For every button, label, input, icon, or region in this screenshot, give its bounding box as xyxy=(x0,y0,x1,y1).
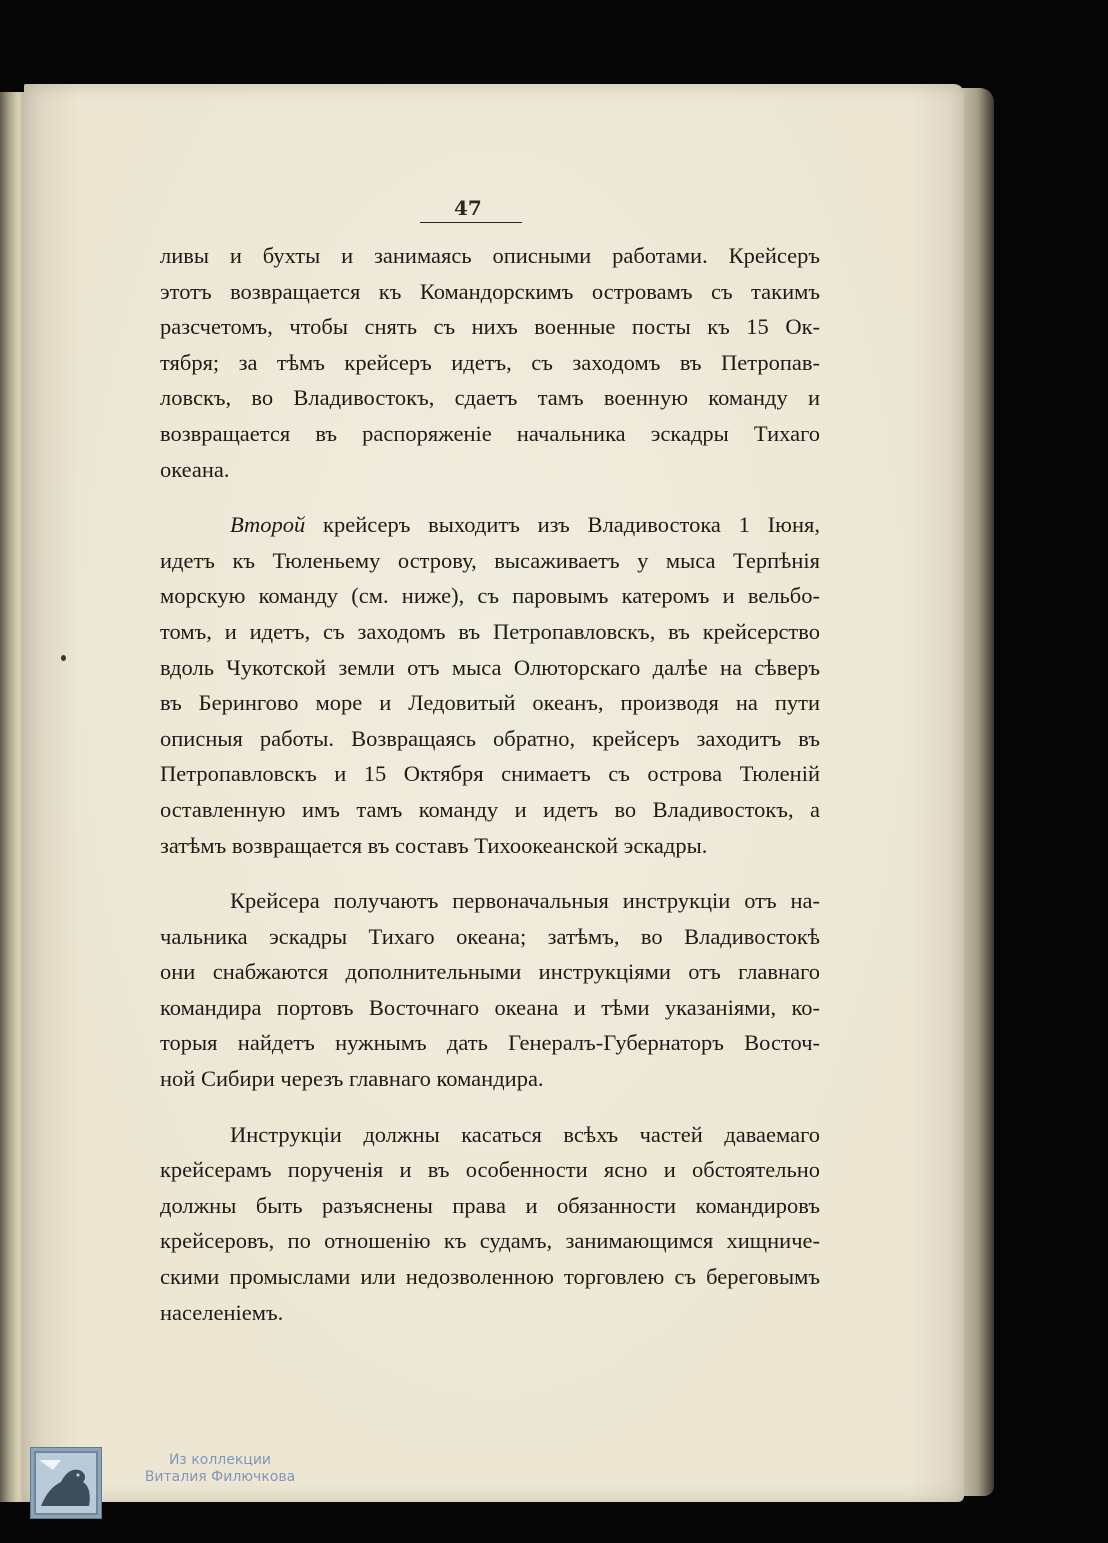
left-page-edge xyxy=(0,92,27,1502)
paragraph-gap xyxy=(160,1097,820,1117)
text-line: должны быть разъяснены права и обязанности командировъ xyxy=(160,1192,820,1218)
page-number: 47 xyxy=(454,196,482,220)
text-line: оставленную имъ тамъ команду и идетъ во Владивостокъ, а xyxy=(160,796,820,822)
text-line: описныя работы. Возвращаясь обратно, крейсеръ заходитъ въ xyxy=(160,725,820,751)
text-line: затѣмъ возвращается въ составъ Тихоокеанской эскадры. xyxy=(160,832,708,858)
paragraph-gap xyxy=(160,863,820,883)
paragraph-3 xyxy=(160,883,820,1097)
text-line: въ Берингово море и Ледовитый океанъ, производя на пути xyxy=(160,690,820,716)
italic-lead-word: Второй xyxy=(230,512,306,538)
body-text xyxy=(160,238,820,1330)
seal-silhouette-icon xyxy=(31,1448,101,1518)
text-line: ной Сибири черезъ главнаго командира. xyxy=(160,1066,544,1092)
text-line: этотъ возвращается къ Командорскимъ островамъ съ такимъ xyxy=(160,278,820,304)
watermark-line: Из коллекции xyxy=(168,1452,272,1468)
collection-watermark xyxy=(140,1452,300,1486)
text-line: скими промыслами или недозволенною торговлею съ береговымъ xyxy=(160,1264,820,1290)
paragraph-2 xyxy=(160,507,820,863)
collection-logo xyxy=(30,1447,102,1519)
text-line: торыя найдетъ нужнымъ дать Генералъ-Губернаторъ Восточ- xyxy=(160,1030,820,1056)
text-line: чальника эскадры Тихаго океана; затѣмъ, во Владивостокѣ xyxy=(160,923,820,949)
text-line: ливы и бухты и занимаясь описными работами. Крейсеръ xyxy=(160,243,820,268)
text-line: они снабжаются дополнительными инструкціями отъ главнаго xyxy=(160,959,820,985)
text-line: вдоль Чукотской земли отъ мыса Олюторскаго далѣе на сѣверъ xyxy=(160,654,820,680)
text-line: разсчетомъ, чтобы снять съ нихъ военные посты къ 15 Ок- xyxy=(160,314,820,340)
text-line: Инструкціи должны касаться всѣхъ частей даваемаго xyxy=(230,1121,820,1147)
text-span: крейсеръ выходитъ изъ Владивостока 1 Іюня, xyxy=(305,512,820,538)
text-line: Петропавловскъ и 15 Октября снимаетъ съ острова Тюленій xyxy=(160,761,820,787)
text-line: Крейсера получаютъ первоначальныя инструкціи отъ на- xyxy=(230,888,820,914)
paragraph-4 xyxy=(160,1117,820,1331)
text-line: томъ, и идетъ, съ заходомъ въ Петропавловскъ, въ крейсерство xyxy=(160,618,820,644)
text-line: идетъ къ Тюленьему острову, высаживаетъ у мыса Терпѣнія xyxy=(160,547,820,573)
text-line: океана. xyxy=(160,456,230,482)
text-line: тября; за тѣмъ крейсеръ идетъ, съ заходомъ въ Петропав- xyxy=(160,349,820,375)
paragraph-1 xyxy=(160,238,820,487)
text-line: морскую команду (см. ниже), съ паровымъ катеромъ и вельбо- xyxy=(160,583,820,609)
text-line: крейсеровъ, по отношенію къ судамъ, занимающимся хищниче- xyxy=(160,1228,820,1254)
text-line: крейсерамъ порученія и въ особенности ясно и обстоятельно xyxy=(160,1157,820,1183)
text-line: командира портовъ Восточнаго океана и тѣми указаніями, ко- xyxy=(160,994,820,1020)
text-line: населеніемъ. xyxy=(160,1299,284,1325)
page-number-rule xyxy=(420,222,522,223)
watermark-line: Виталия Филючкова xyxy=(144,1469,296,1485)
text-line: возвращается въ распоряженіе начальника эскадры Тихаго xyxy=(160,420,820,446)
text-line xyxy=(160,507,820,543)
paragraph-gap xyxy=(160,487,820,507)
text-line: ловскъ, во Владивостокъ, сдаетъ тамъ военную команду и xyxy=(160,385,820,411)
paper-speck xyxy=(61,655,66,661)
